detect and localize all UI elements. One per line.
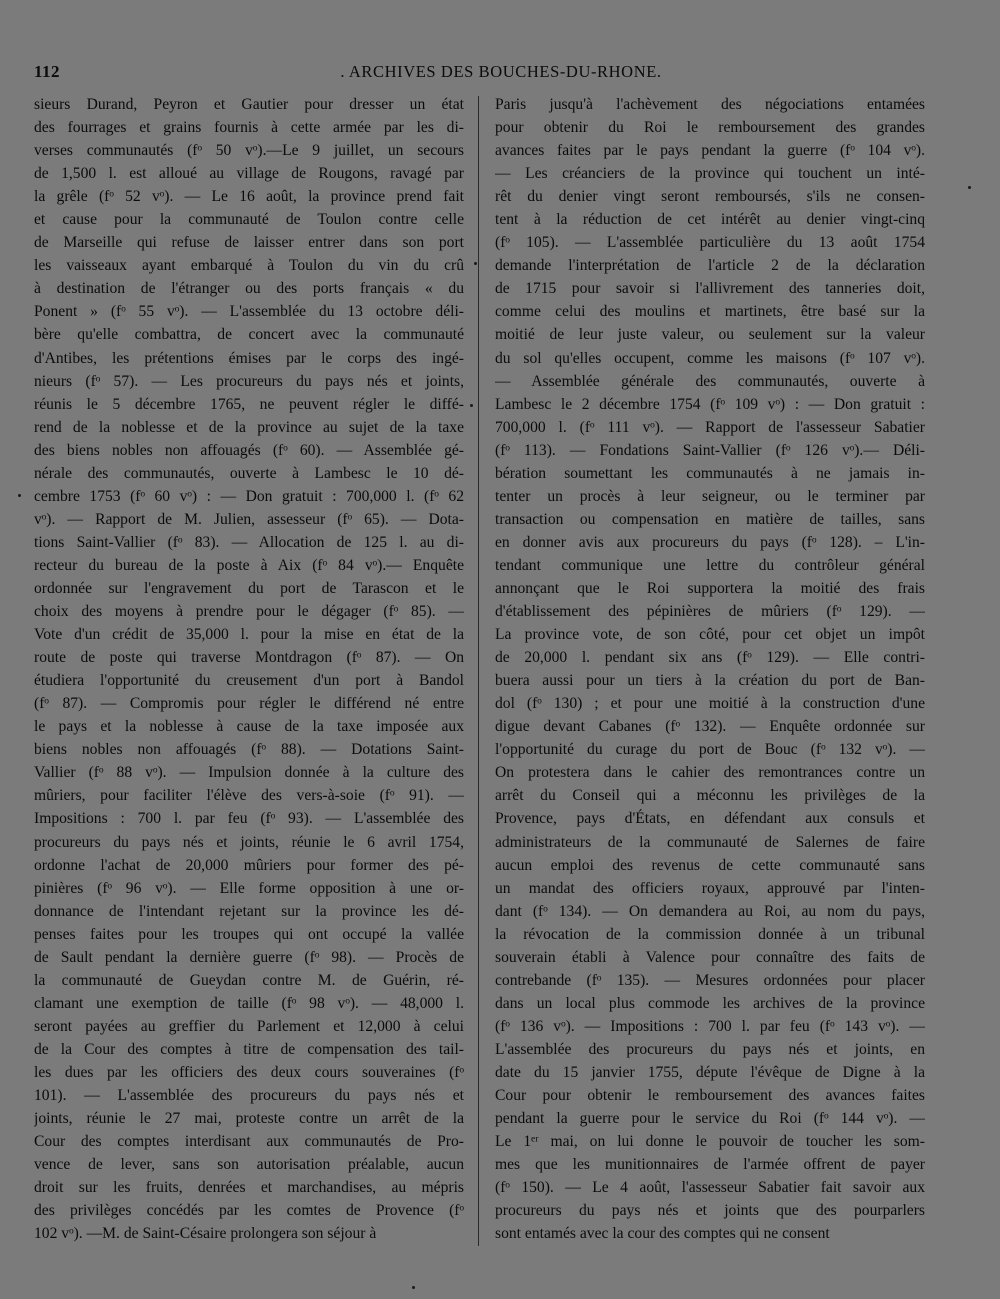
text-line: ordonne l'achat de 20,000 mûriers pour former des pé-: [34, 856, 464, 874]
text-line: pinières (fᵒ 96 vᵒ). — Elle forme opposition à une or-: [34, 879, 464, 897]
text-line: mes que les munitionnaires de l'armée offrent de payer: [495, 1156, 925, 1174]
text-line: nieurs (fᵒ 57). — Les procureurs du pays nés et joints,: [34, 372, 464, 390]
text-line: sont entamés avec la cour des comptes qui ne consent: [495, 1225, 830, 1243]
text-line: administrateurs de la communauté de Salernes de faire: [495, 833, 925, 851]
text-line: route de poste qui traverse Montdragon (fᵒ 87). — On: [34, 649, 464, 667]
text-line: souverain établi à Valence pour connaître des faits de: [495, 948, 925, 966]
text-line: mûriers, pour faciliter l'élève des vers-à-soie (fᵒ 91). —: [34, 787, 464, 805]
text-line: date du 15 janvier 1755, députe l'évêque de Digne à la: [495, 1063, 925, 1081]
text-line: choix des moyens à prendre pour le dégager (fᵒ 85). —: [34, 603, 464, 621]
text-line: des biens nobles non affouagés (fᵒ 60). — Assemblée gé-: [34, 441, 464, 459]
text-line: de Sault pendant la dernière guerre (fᵒ 98). — Procès de: [34, 948, 464, 966]
text-line: tions Saint-Vallier (fᵒ 83). — Allocation de 125 l. au di-: [34, 533, 464, 551]
text-line: — Assemblée générale des communautés, ouverte à: [495, 372, 925, 390]
page-number: 112: [34, 62, 61, 81]
text-line: aucun emploi des revenus de cette communauté sans: [495, 856, 925, 874]
text-line: contrebande (fᵒ 135). — Mesures ordonnées pour placer: [495, 971, 925, 989]
text-line: Provence, pays d'États, en défendant aux consuls et: [495, 810, 925, 828]
text-line: de la Cour des comptes à titre de compensation des tail-: [34, 1040, 464, 1058]
text-line: des fourrages et grains fournis à cette armée par les di-: [34, 119, 464, 137]
text-line: réunis le 5 décembre 1765, ne peuvent régler le diffé-: [34, 395, 464, 413]
text-line: comme celui des moulins et martinets, être basé sur la: [495, 303, 925, 321]
text-line: Le 1ᵉʳ mai, on lui donne le pouvoir de toucher les som-: [495, 1133, 925, 1151]
text-line: sieurs Durand, Peyron et Gautier pour dresser un état: [34, 96, 464, 113]
text-line: les vaisseaux ayant embarqué à Toulon du vin du crû: [34, 257, 464, 275]
text-line: Paris jusqu'à l'achèvement des négociations entamées: [495, 96, 925, 113]
text-column-left: [34, 93, 464, 1245]
text-line: (fᵒ 150). — Le 4 août, l'assesseur Sabatier fait savoir aux: [495, 1179, 925, 1197]
text-line: transaction ou compensation en matière de tailles, sans: [495, 510, 925, 528]
text-line: (fᵒ 136 vᵒ). — Impositions : 700 l. par feu (fᵒ 143 vᵒ). —: [495, 1017, 925, 1035]
text-line: un mandat des officiers royaux, approuvé par l'inten-: [495, 879, 925, 897]
text-line: Vallier (fᵒ 88 vᵒ). — Impulsion donnée à la culture des: [34, 764, 464, 782]
text-line: pendant la guerre pour le service du Roi (fᵒ 144 vᵒ). —: [495, 1110, 925, 1128]
text-line: en donner avis aux procureurs du pays (fᵒ 128). – L'in-: [495, 533, 925, 551]
page-header: [34, 62, 968, 92]
text-line: vence de lever, sans son autorisation préalable, aucun: [34, 1156, 464, 1174]
text-line: de 20,000 l. pendant six ans (fᵒ 129). — Elle contri-: [495, 649, 925, 667]
text-line: digue devant Cabanes (fᵒ 132). — Enquête ordonnée sur: [495, 718, 925, 736]
text-line: moitié de leur juste valeur, ou seulement sur la valeur: [495, 326, 925, 344]
text-line: tenter un procès à leur seigneur, ou le terminer par: [495, 487, 925, 505]
text-line: Impositions : 700 l. par feu (fᵒ 93). — L'assemblée des: [34, 810, 464, 828]
text-line: la communauté de Gueydan contre M. de Guérin, ré-: [34, 971, 464, 989]
text-line: cembre 1753 (fᵒ 60 vᵒ) : — Don gratuit : 700,000 l. (fᵒ 62: [34, 487, 464, 505]
text-line: droit sur les fruits, denrées et marchandises, au mépris: [34, 1179, 464, 1197]
text-line: On protestera dans le cahier des remontrances contre un: [495, 764, 925, 782]
text-line: rêt du denier vingt seront remboursés, s'ils ne consen-: [495, 188, 925, 206]
text-line: 102 vᵒ). —M. de Saint-Césaire prolongera son séjour à: [34, 1225, 377, 1243]
ink-speck: [412, 1286, 415, 1289]
text-line: du sol qu'elles occupent, comme les maisons (fᵒ 107 vᵒ).: [495, 349, 925, 367]
text-line: Lambesc le 2 décembre 1754 (fᵒ 109 vᵒ) : — Don gratuit :: [495, 395, 925, 413]
running-title: . ARCHIVES DES BOUCHES-DU-RHONE.: [340, 62, 662, 81]
text-line: dol (fᵒ 130) ; et pour une moitié à la construction d'une: [495, 695, 925, 713]
text-line: dans un local plus commode les archives de la province: [495, 994, 925, 1012]
text-line: procureurs du pays nés et joints que des pourparlers: [495, 1202, 925, 1220]
text-line: vᵒ). — Rapport de M. Julien, assesseur (fᵒ 65). — Dota-: [34, 510, 464, 528]
text-line: Cour des comptes interdisant aux communautés de Pro-: [34, 1133, 464, 1151]
text-line: Cour pour obtenir le remboursement des avances faites: [495, 1087, 925, 1105]
text-line: la révocation de la commission donnée à un tribunal: [495, 925, 925, 943]
text-line: ordonnée sur l'engravement du port de Tarascon et le: [34, 579, 464, 597]
text-line: joints, réunie le 27 mai, proteste contre un arrêt de la: [34, 1110, 464, 1128]
text-line: annonçant que le Roi supportera la moitié des frais: [495, 579, 925, 597]
text-line: de 1715 pour savoir si l'allivrement des tanneries doit,: [495, 280, 925, 298]
text-line: biens nobles non affouagés (fᵒ 88). — Dotations Saint-: [34, 741, 464, 759]
text-line: recteur du bureau de la poste à Aix (fᵒ 84 vᵒ).— Enquête: [34, 556, 464, 574]
text-line: penses faites pour les troupes qui ont occupé la vallée: [34, 925, 464, 943]
text-line: buera aussi pour un tiers à la création du port de Ban-: [495, 672, 925, 690]
text-line: l'opportunité du curage du port de Bouc (fᵒ 132 vᵒ). —: [495, 741, 925, 759]
text-line: L'assemblée des procureurs du pays nés et joints, en: [495, 1040, 925, 1058]
text-line: procureurs du pays nés et joints, réunie le 6 avril 1754,: [34, 833, 464, 851]
ink-speck: [968, 186, 971, 189]
text-line: des privilèges concédés par les comtes de Provence (fᵒ: [34, 1202, 464, 1220]
text-line: Ponent » (fᵒ 55 vᵒ). — L'assemblée du 13 octobre déli-: [34, 303, 464, 321]
text-line: tent à la réduction de cet intérêt au denier vingt-cinq: [495, 211, 925, 229]
text-line: d'établissement des pépinières de mûriers (fᵒ 129). —: [495, 603, 925, 621]
text-line: — Les créanciers de la province qui touchent un inté-: [495, 165, 925, 183]
text-line: tendant communique une lettre du contrôleur général: [495, 556, 925, 574]
text-line: bère qu'elle combattra, de concert avec la communauté: [34, 326, 464, 344]
text-line: 101). — L'assemblée des procureurs du pays nés et: [34, 1087, 464, 1105]
ink-speck: [470, 404, 473, 407]
text-line: de Marseille qui refuse de laisser entrer dans son port: [34, 234, 464, 252]
text-line: le pays et la noblesse à cause de la taxe imposée aux: [34, 718, 464, 736]
text-line: La province vote, de son côté, pour cet objet un impôt: [495, 626, 925, 644]
text-line: demande l'interprétation de l'article 2 de la déclaration: [495, 257, 925, 275]
ink-speck: [18, 494, 21, 497]
text-line: pour obtenir du Roi le remboursement des grandes: [495, 119, 925, 137]
text-line: 700,000 l. (fᵒ 111 vᵒ). — Rapport de l'assesseur Sabatier: [495, 418, 925, 436]
text-line: clamant une exemption de taille (fᵒ 98 vᵒ). — 48,000 l.: [34, 994, 464, 1012]
ink-speck: [474, 262, 477, 265]
text-line: bération soumettant les communautés à ne jamais in-: [495, 464, 925, 482]
text-line: (fᵒ 113). — Fondations Saint-Vallier (fᵒ 126 vᵒ).— Déli-: [495, 441, 925, 459]
text-line: d'Antibes, les prétentions émises par le corps des ingé-: [34, 349, 464, 367]
text-line: de 1,500 l. est alloué au village de Rougons, ravagé par: [34, 165, 464, 183]
text-line: Vote d'un crédit de 35,000 l. pour la mise en état de la: [34, 626, 464, 644]
text-line: dant (fᵒ 134). — On demandera au Roi, au nom du pays,: [495, 902, 925, 920]
text-line: verses communautés (fᵒ 50 vᵒ).—Le 9 juillet, un secours: [34, 142, 464, 160]
text-line: rend de la noblesse et de la province au sujet de la taxe: [34, 418, 464, 436]
text-line: nérale des communautés, ouverte à Lambesc le 10 dé-: [34, 464, 464, 482]
text-column-right: [495, 93, 925, 1245]
text-line: à destination de l'étranger ou des ports français « du: [34, 280, 464, 298]
text-line: avances faites par le pays pendant la guerre (fᵒ 104 vᵒ).: [495, 142, 925, 160]
text-line: étudiera l'opportunité du creusement d'un port à Bandol: [34, 672, 464, 690]
text-line: et cause pour la communauté de Toulon contre celle: [34, 211, 464, 229]
text-line: les dues par les officiers des deux cours souveraines (fᵒ: [34, 1063, 464, 1081]
text-line: (fᵒ 87). — Compromis pour régler le différend né entre: [34, 695, 464, 713]
text-line: (fᵒ 105). — L'assemblée particulière du 13 août 1754: [495, 234, 925, 252]
text-line: seront payées au greffier du Parlement et 12,000 à celui: [34, 1017, 464, 1035]
column-divider: [478, 96, 479, 1246]
text-line: donnance de l'intendant rejetant sur la province les dé-: [34, 902, 464, 920]
text-line: la grêle (fᵒ 52 vᵒ). — Le 16 août, la province prend fait: [34, 188, 464, 206]
text-line: arrêt du Conseil qui a méconnu les privilèges de la: [495, 787, 925, 805]
